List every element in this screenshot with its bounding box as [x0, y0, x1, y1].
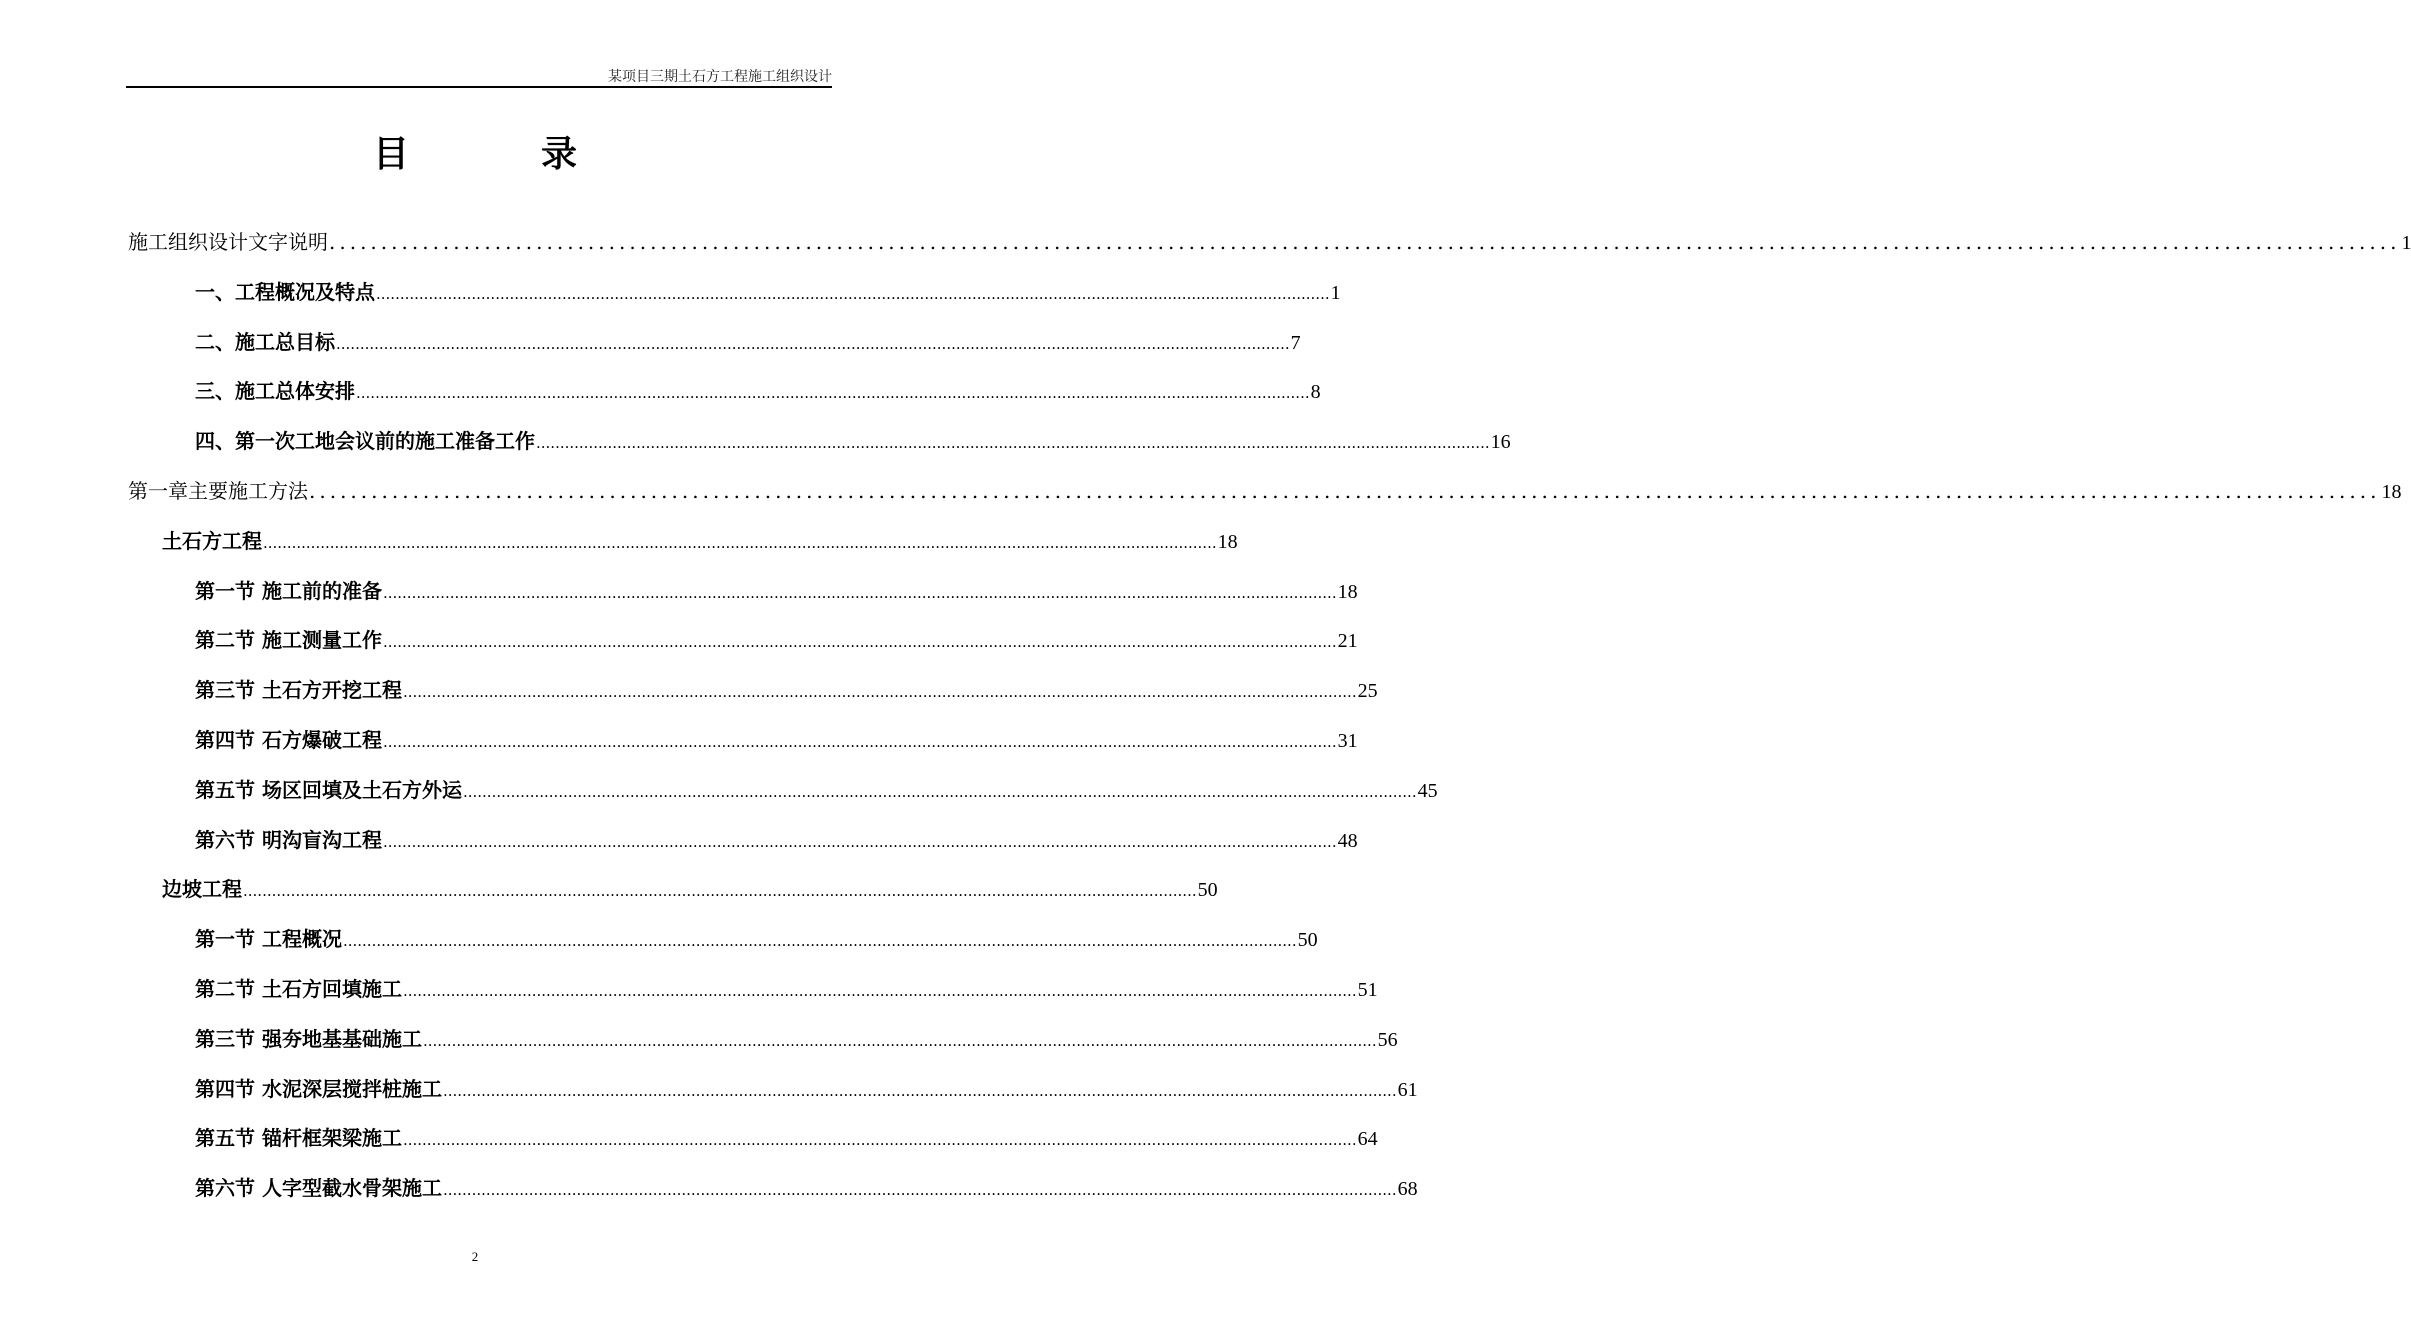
- toc-entry-label: 施工组织设计文字说明: [128, 230, 328, 254]
- toc-dot-leader: ........................................................................................................................................................................................................: [422, 1031, 1377, 1050]
- toc-entry[interactable]: [195, 774, 1438, 804]
- toc-entry[interactable]: [195, 1122, 1378, 1152]
- toc-entry-page: 64: [1357, 1128, 1378, 1151]
- toc-entry-page: 50: [1197, 879, 1218, 902]
- toc-entry-page: 1: [1330, 281, 1341, 304]
- toc-entry-label: 第五节 锚杆框架梁施工: [195, 1126, 402, 1151]
- toc-entry-page: 56: [1377, 1028, 1398, 1051]
- toc-dot-leader: ........................................................................................................................................................................................................: [336, 334, 1290, 353]
- page-number: 2: [471, 1249, 479, 1264]
- toc-entry-label: 四、第一次工地会议前的施工准备工作: [195, 429, 535, 454]
- toc-entry[interactable]: [195, 1073, 1418, 1103]
- toc-dot-leader: ........................................................................................................................................................................................................: [329, 230, 2401, 254]
- toc-entry[interactable]: [162, 525, 1238, 555]
- toc-entry-page: 7: [1290, 331, 1301, 354]
- toc-entry-page: 16: [1490, 431, 1511, 454]
- toc-dot-leader: ........................................................................................................................................................................................................: [382, 583, 1337, 602]
- toc-entry[interactable]: [195, 276, 1341, 306]
- toc-dot-leader: ........................................................................................................................................................................................................: [376, 284, 1330, 303]
- toc-dot-leader: ........................................................................................................................................................................................................: [402, 683, 1357, 702]
- toc-entry[interactable]: [195, 674, 1378, 704]
- toc-entry[interactable]: [128, 475, 2402, 505]
- toc-entry[interactable]: [195, 375, 1321, 405]
- toc-entry[interactable]: [195, 973, 1378, 1003]
- toc-entry[interactable]: [195, 326, 1301, 356]
- toc-dot-leader: ........................................................................................................................................................................................................: [263, 533, 1217, 552]
- toc-dot-leader: ........................................................................................................................................................................................................: [382, 733, 1337, 751]
- toc-entry-label: 第三节 土石方开挖工程: [195, 678, 402, 703]
- toc-dot-leader: ........................................................................................................................................................................................................: [462, 782, 1417, 801]
- toc-entry-label: 第六节 人字型截水骨架施工: [195, 1176, 442, 1201]
- toc-dot-leader: ........................................................................................................................................................................................................: [402, 1131, 1357, 1150]
- header-rule: [126, 86, 832, 88]
- toc-dot-leader: ........................................................................................................................................................................................................: [243, 882, 1197, 901]
- toc-entry-label: 第四节 水泥深层搅拌桩施工: [195, 1076, 442, 1101]
- toc-entry[interactable]: [195, 425, 1511, 455]
- toc-entry-label: 第一章主要施工方法: [128, 479, 308, 503]
- toc-dot-leader: ........................................................................................................................................................................................................: [309, 479, 2381, 503]
- toc-entry-label: 三、施工总体安排: [195, 379, 355, 404]
- toc-entry[interactable]: [195, 575, 1358, 605]
- toc-entry-page: 45: [1417, 779, 1438, 802]
- toc-dot-leader: ........................................................................................................................................................................................................: [382, 633, 1337, 652]
- toc-entry-page: 18: [2381, 481, 2402, 503]
- toc-entry[interactable]: [195, 923, 1318, 953]
- toc-entry-label: 第六节 明沟盲沟工程: [195, 827, 382, 852]
- toc-dot-leader: ........................................................................................................................................................................................................: [536, 434, 1490, 453]
- toc-entry-page: 8: [1310, 381, 1321, 404]
- toc-dot-leader: ........................................................................................................................................................................................................: [382, 832, 1337, 851]
- toc-entry[interactable]: [195, 824, 1358, 854]
- toc-entry-label: 二、施工总目标: [195, 329, 335, 354]
- toc-entry-label: 第一节 工程概况: [195, 927, 342, 952]
- toc-entry-page: 25: [1357, 680, 1378, 703]
- toc-entry-label: 边坡工程: [162, 877, 242, 902]
- toc-entry[interactable]: [195, 724, 1358, 754]
- toc-entry-page: 18: [1217, 530, 1238, 553]
- toc-entry-label: 第三节 强夯地基基础施工: [195, 1026, 422, 1051]
- toc-entry-label: 第四节 石方爆破工程: [195, 728, 382, 752]
- toc-entry[interactable]: [195, 1172, 1418, 1202]
- toc-dot-leader: ........................................................................................................................................................................................................: [402, 982, 1357, 1000]
- toc-entry-page: 21: [1337, 630, 1358, 653]
- toc-entry-label: 第二节 土石方回填施工: [195, 977, 402, 1001]
- toc-dot-leader: ........................................................................................................................................................................................................: [442, 1081, 1397, 1100]
- toc-entry[interactable]: [195, 1023, 1398, 1053]
- header-title: 某项目三期土石方工程施工组织设计: [608, 69, 832, 85]
- toc-entry-label: 第五节 场区回填及土石方外运: [195, 777, 462, 802]
- toc-entry-page: 51: [1357, 979, 1378, 1001]
- toc-entry-page: 18: [1337, 580, 1358, 603]
- toc-entry[interactable]: [195, 624, 1358, 654]
- toc-entry-label: 第二节 施工测量工作: [195, 628, 382, 653]
- toc-entry-page: 68: [1397, 1178, 1418, 1201]
- toc-entry-label: 一、工程概况及特点: [195, 279, 375, 304]
- toc-entry[interactable]: [128, 226, 2411, 256]
- toc-entry-label: 第一节 施工前的准备: [195, 578, 382, 603]
- toc-entry-page: 61: [1397, 1078, 1418, 1101]
- toc-entry[interactable]: [162, 873, 1218, 903]
- toc-entry-page: 31: [1337, 730, 1358, 752]
- toc-entry-page: 48: [1337, 829, 1358, 852]
- toc-entry-page: 50: [1297, 929, 1318, 952]
- toc-dot-leader: ........................................................................................................................................................................................................: [356, 384, 1310, 403]
- toc-dot-leader: ........................................................................................................................................................................................................: [342, 932, 1297, 951]
- toc-title: 目录: [372, 134, 709, 175]
- toc-dot-leader: ........................................................................................................................................................................................................: [442, 1181, 1397, 1200]
- toc-entry-label: 土石方工程: [162, 528, 262, 553]
- toc-entry-page: 1: [2401, 232, 2411, 254]
